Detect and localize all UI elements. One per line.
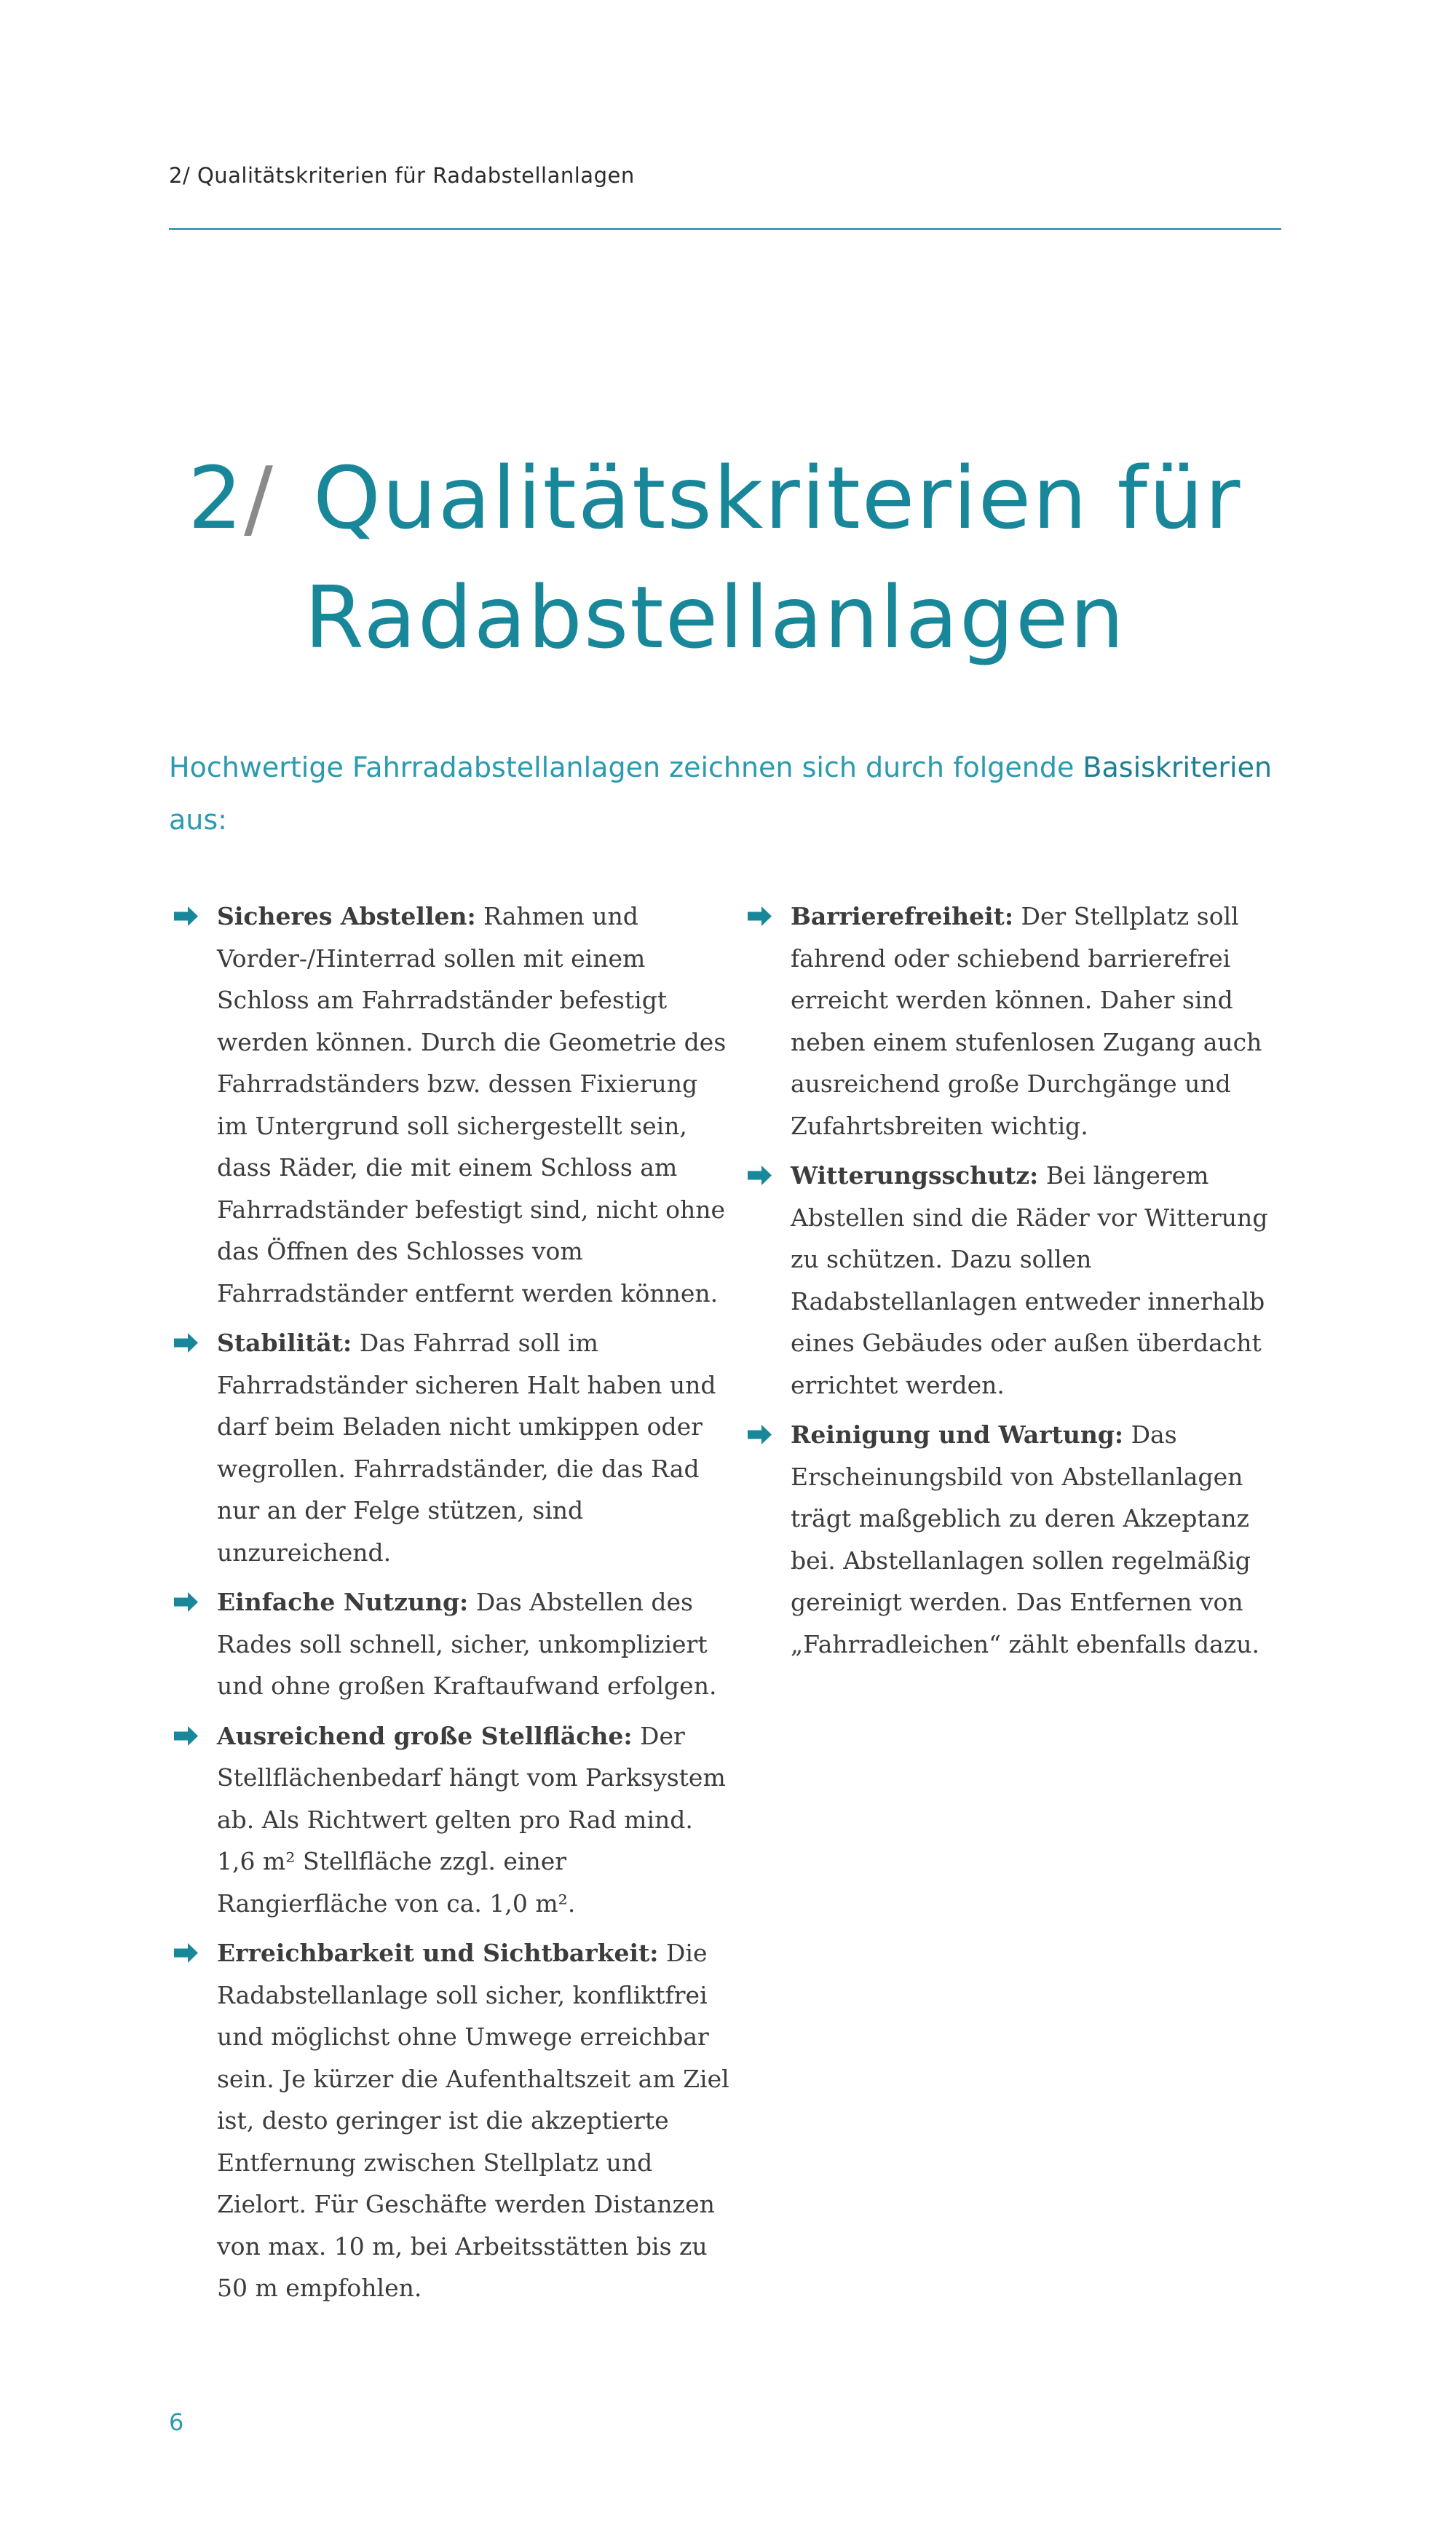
arrow-right-icon bbox=[172, 895, 201, 937]
criterion-text: Das Erscheinungsbild von Abstellanlagen trägt maßgeblich zu deren Akzeptanz bei. Abstellanlagen sollen regelmäßig gereinigt werden. Das Entfernen von „Fahrradleichen“ zählt ebenfalls dazu. bbox=[791, 1420, 1259, 1658]
chapter-number bbox=[188, 438, 313, 558]
page-number: 6 bbox=[169, 2408, 184, 2436]
criterion-text: Die Radabstellanlage soll sicher, konfliktfrei und möglichst ohne Umwege erreichbar sein. Je kürzer die Aufenthaltszeit am Ziel ist, desto geringer ist die akzeptierte Entfernung zwischen Stellplatz und Zielort. Für Geschäfte werden Distanzen von max. 10 m, bei Arbeitsstätten bis zu 50 m empfohlen. bbox=[217, 1939, 729, 2302]
criterion-text: Das Fahrrad soll im Fahrradständer sicheren Halt haben und darf beim Beladen nicht umkippen oder wegrollen. Fahrradständer, die das Rad nur an der Felge stützen, sind unzureichend. bbox=[217, 1329, 716, 1567]
arrow-right-icon bbox=[172, 1715, 201, 1757]
criterion-text: Der Stellplatz soll fahrend oder schiebend barrierefrei erreicht werden können. Daher sind neben einem stufenlosen Zugang auch ausreichend große Durchgänge und Zufahrtsbreiten wichtig. bbox=[791, 902, 1262, 1140]
criterion-text: Bei längerem Abstellen sind die Räder vor Witterung zu schützen. Dazu sollen Radabstellanlagen entweder innerhalb eines Gebäudes oder außen überdacht errichtet werden. bbox=[791, 1161, 1268, 1399]
criterion-accessibility-visibility bbox=[172, 1932, 732, 2309]
criterion-term: Barrierefreiheit: bbox=[791, 902, 1014, 930]
criterion-parking-space bbox=[172, 1715, 732, 1925]
intro-text-before: Hochwertige Fahrradabstellanlagen zeichnen sich durch folgende bbox=[169, 751, 1083, 783]
criterion-text: Rahmen und Vorder-/Hinterrad sollen mit einem Schloss am Fahrradständer befestigt werden können. Durch die Geometrie des Fahrradständers bzw. dessen Fixierung im Untergrund soll sichergestellt sein, dass Räder, die mit einem Schloss am Fahrradständer befestigt sind, nicht ohne das Öffnen des Schlosses vom Fahrradständer entfernt werden können. bbox=[217, 902, 727, 1308]
criterion-term: Reinigung und Wartung: bbox=[791, 1420, 1124, 1449]
criteria-list-left bbox=[172, 895, 732, 2317]
criterion-term: Erreichbarkeit und Sichtbarkeit: bbox=[217, 1939, 659, 1967]
criterion-secure-parking bbox=[172, 895, 732, 1314]
intro-paragraph bbox=[169, 741, 1305, 846]
running-header: 2/ Qualitätskriterien für Radabstellanlagen bbox=[169, 163, 635, 188]
arrow-right-icon bbox=[745, 1414, 775, 1455]
arrow-right-icon bbox=[745, 895, 775, 937]
header-rule bbox=[169, 228, 1281, 230]
criterion-term: Witterungsschutz: bbox=[791, 1161, 1039, 1190]
criterion-easy-use bbox=[172, 1581, 732, 1707]
criterion-term: Einfache Nutzung: bbox=[217, 1588, 469, 1616]
criterion-cleaning-maintenance bbox=[745, 1414, 1299, 1665]
arrow-right-icon bbox=[172, 1322, 201, 1364]
arrow-right-icon bbox=[172, 1581, 201, 1623]
chapter-title bbox=[188, 438, 1241, 677]
criterion-weather-protection bbox=[745, 1155, 1299, 1406]
criterion-barrier-free bbox=[745, 895, 1299, 1147]
criterion-term: Stabilität: bbox=[217, 1329, 352, 1357]
criterion-stability bbox=[172, 1322, 732, 1573]
criterion-term: Sicheres Abstellen: bbox=[217, 902, 476, 930]
arrow-right-icon bbox=[745, 1155, 775, 1196]
chapter-number-digit: 2 bbox=[188, 448, 245, 548]
intro-emphasis: Basiskriterien bbox=[1083, 751, 1273, 783]
criteria-list-right bbox=[745, 895, 1299, 1673]
criterion-text: Das Abstellen des Rades soll schnell, sicher, unkompliziert und ohne großen Kraftaufwand erfolgen. bbox=[217, 1588, 717, 1700]
criterion-text: Der Stellflächenbedarf hängt vom Parksystem ab. Als Richtwert gelten pro Rad mind. 1,6 m² Stellfläche zzgl. einer Rangierfläche von ca. 1,0 m². bbox=[217, 1721, 726, 1918]
intro-text-after: aus: bbox=[169, 804, 227, 836]
chapter-title-line1: Qualitätskriterien für bbox=[313, 448, 1242, 548]
chapter-title-line2: Radabstellanlagen bbox=[304, 567, 1126, 668]
arrow-right-icon bbox=[172, 1932, 201, 1974]
chapter-number-slash: / bbox=[244, 448, 274, 548]
criterion-term: Ausreichend große Stellfläche: bbox=[217, 1721, 633, 1750]
